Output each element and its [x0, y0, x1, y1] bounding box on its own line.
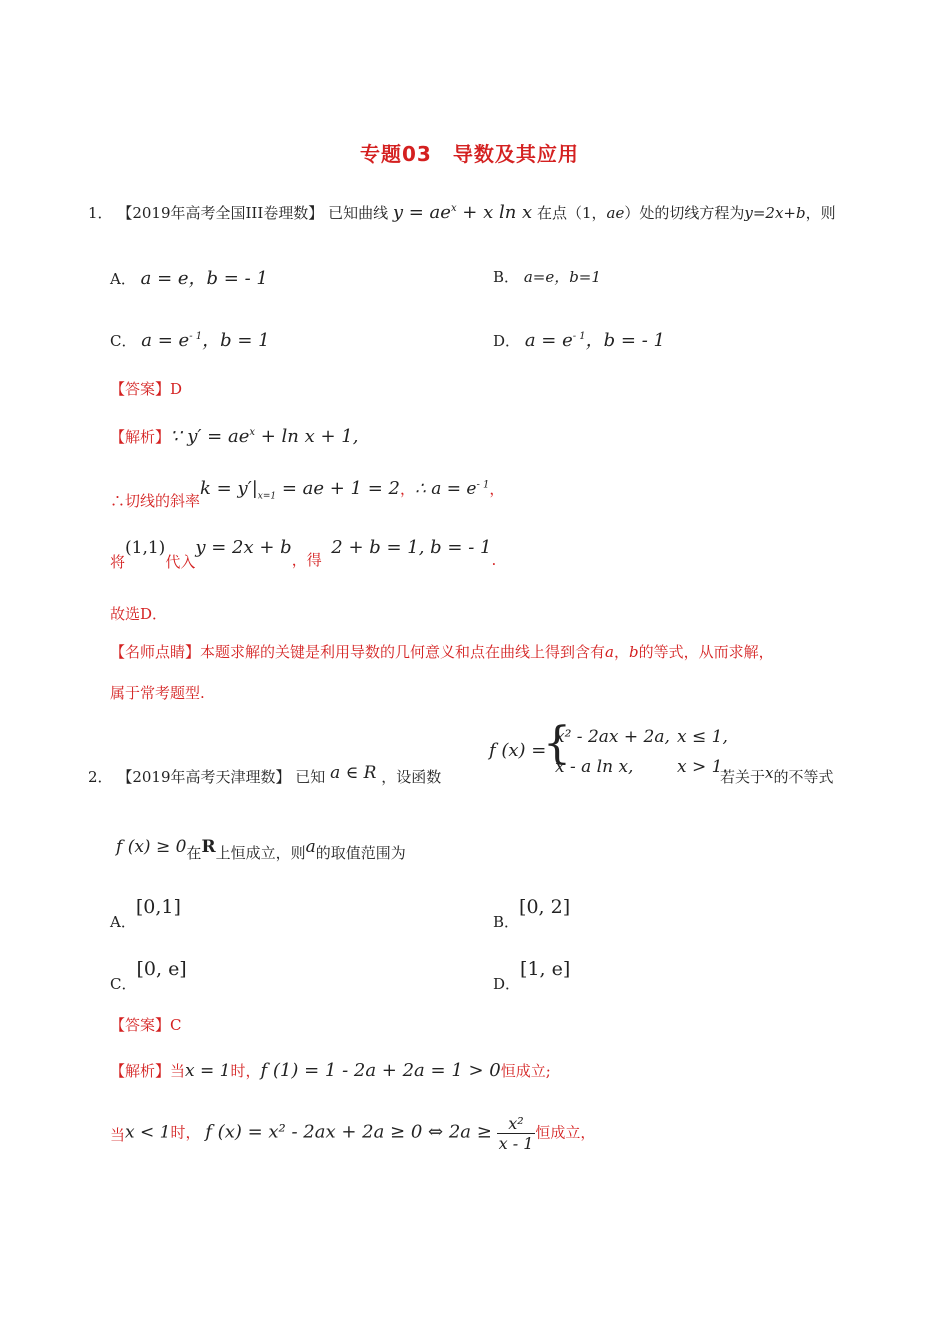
math-var: ae	[606, 204, 625, 222]
piece-2-condition: x > 1.	[677, 757, 728, 777]
result-formula: 2 + b = 1, b = - 1	[331, 537, 492, 558]
analysis-line-3	[110, 537, 497, 571]
analysis-text: 时，	[230, 1062, 261, 1080]
question-number: 2．	[88, 768, 113, 786]
question-text: ，则	[805, 204, 836, 222]
analysis-line-1	[110, 1060, 551, 1081]
option-value: a=e，b=1	[523, 268, 601, 286]
question-1-stem	[88, 202, 836, 223]
option-value: $a = e^{- 1}$，b = - 1	[524, 330, 665, 351]
analysis-text: 当	[170, 1062, 186, 1080]
option-value: a = e，b = - 1	[140, 268, 268, 289]
option-a	[110, 264, 268, 290]
point-formula: (1,1)	[125, 538, 166, 558]
option-b	[493, 266, 601, 287]
a-in-r-formula: a ∈ R	[330, 763, 377, 783]
teacher-note-continued: 属于常考题型.	[110, 684, 205, 702]
question-text: 在点（1，	[536, 204, 607, 222]
question-2-line-2	[116, 836, 406, 862]
question-text: ）处的切线方程为	[624, 204, 745, 222]
note-text: ，	[613, 643, 629, 661]
analysis-text: .	[491, 551, 497, 569]
analysis-line-1	[110, 426, 358, 447]
analysis-text: ，	[489, 480, 505, 498]
piece-2-expression: x - a ln x,	[555, 757, 634, 777]
option-label: D．	[493, 332, 521, 350]
option-d	[493, 326, 665, 352]
question-text: 已知曲线	[328, 204, 389, 222]
analysis-line-2	[110, 1114, 595, 1153]
question-text: 若关于	[720, 768, 766, 786]
answer-label: 【答案】	[110, 1016, 171, 1034]
a-value-formula: ∴ $a = e^{- 1}$	[415, 479, 490, 499]
function-name: f (x) =	[489, 740, 547, 761]
question-text: ，设函数	[381, 768, 442, 786]
answer-value: C	[170, 1016, 182, 1034]
piece-1-condition: x ≤ 1,	[677, 727, 728, 747]
option-label: D．	[493, 975, 521, 993]
question-text: 在	[186, 844, 202, 862]
question-text: 的不等式	[773, 768, 834, 786]
math-var: b	[629, 643, 639, 661]
inequality-formula: f (x) = x² - 2ax + 2a ≥ 0 ⇔ 2a ≥	[205, 1121, 492, 1143]
option-c	[110, 958, 187, 993]
fraction-numerator: x²	[497, 1114, 536, 1134]
question-source: 【2019年高考全国III卷理数】	[117, 204, 324, 222]
condition-formula: x < 1	[125, 1122, 171, 1143]
teacher-note	[110, 641, 774, 662]
option-label: A．	[110, 270, 136, 288]
option-value: [0, e]	[136, 958, 187, 980]
analysis-label: 【解析】	[110, 1062, 171, 1080]
analysis-text: ∴切线的斜率	[110, 492, 201, 510]
piece-1-expression: x² - 2ax + 2a,	[555, 727, 670, 747]
question-2-stem-tail	[720, 766, 834, 787]
analysis-text: 将	[110, 553, 126, 571]
answer-label: 【答案】	[110, 380, 171, 398]
question-2-stem	[88, 763, 442, 787]
analysis-text: ，	[400, 480, 416, 498]
question-number: 1．	[88, 204, 113, 222]
inequality-formula: f (x) ≥ 0	[116, 837, 187, 857]
analysis-text: 恒成立，	[535, 1123, 596, 1142]
option-c	[110, 326, 270, 352]
f1-formula: f (1) = 1 - 2a + 2a = 1 > 0	[260, 1060, 501, 1081]
analysis-text: 恒成立;	[500, 1062, 551, 1080]
option-value: [0,1]	[135, 896, 181, 918]
analysis-label: 【解析】	[110, 428, 171, 446]
line-formula: y = 2x + b	[195, 537, 292, 558]
math-var: a	[305, 837, 316, 857]
option-label: B．	[493, 268, 520, 286]
question-source: 【2019年高考天津理数】	[117, 768, 291, 786]
note-text: 的等式，从而求解，	[638, 643, 774, 661]
analysis-text: ，得	[291, 551, 322, 569]
math-var: a	[605, 643, 614, 661]
analysis-text: 代入	[165, 553, 196, 571]
option-value: [0, 2]	[519, 896, 571, 918]
piecewise-brace: {	[543, 718, 571, 769]
tangent-formula: y=2x+b	[744, 204, 806, 222]
analysis-text: 时，	[170, 1123, 201, 1142]
answer-value: D	[170, 380, 183, 398]
conclusion-line: 故选D．	[110, 605, 168, 623]
note-label: 【名师点睛】	[110, 643, 201, 661]
option-value: [1, e]	[520, 958, 571, 980]
analysis-text: 当	[110, 1125, 126, 1144]
real-set-symbol: R	[201, 837, 216, 857]
fraction	[497, 1114, 536, 1153]
option-label: C．	[110, 332, 137, 350]
derivative-formula: ∵ $y' = ae^x + \ln x + 1$,	[170, 426, 359, 447]
analysis-line-2	[110, 478, 505, 510]
option-a	[110, 896, 181, 931]
question-text: 已知	[295, 768, 326, 786]
note-text: 本题求解的关键是利用导数的几何意义和点在曲线上得到含有	[200, 643, 606, 661]
math-var: x	[765, 764, 774, 782]
fraction-denominator: x - 1	[498, 1134, 534, 1153]
option-value: $a = e^{- 1}$，b = 1	[141, 330, 270, 351]
question-text: 上恒成立，则	[215, 844, 306, 862]
condition-formula: x = 1	[185, 1061, 231, 1081]
page-title: 专题03 导数及其应用	[360, 142, 579, 166]
question-text: 的取值范围为	[315, 844, 406, 862]
slope-formula: $k = y'|_{x=1}$ = ae + 1 = 2	[200, 478, 400, 502]
option-b	[493, 896, 571, 931]
option-label: A．	[110, 913, 136, 931]
option-label: C．	[110, 975, 137, 993]
curve-formula: $y = ae^x + x$ ln x	[392, 202, 533, 223]
option-label: B．	[493, 913, 520, 931]
option-d	[493, 958, 571, 993]
answer-line	[110, 378, 182, 399]
answer-line	[110, 1014, 182, 1035]
